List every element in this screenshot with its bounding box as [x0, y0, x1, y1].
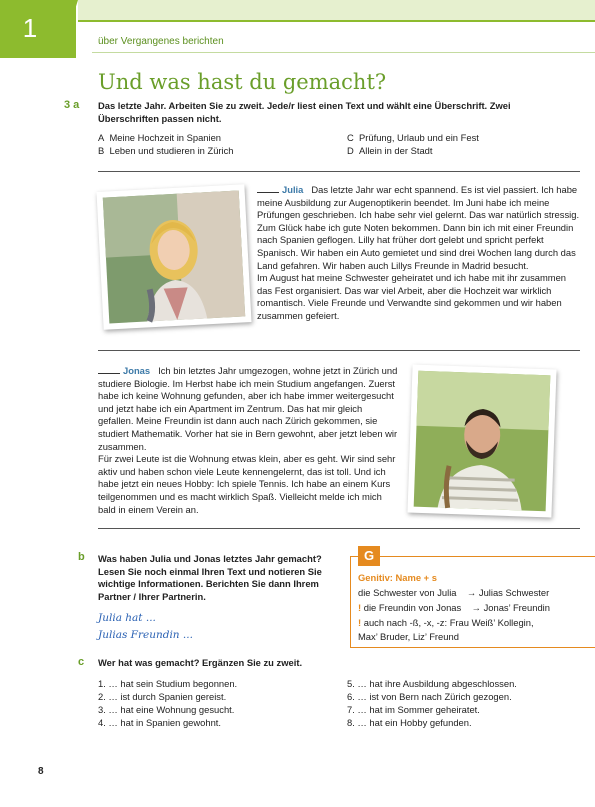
option-a: A Meine Hochzeit in Spanien [98, 132, 222, 143]
page-number: 8 [38, 766, 44, 777]
task-3a-label: 3 a [64, 99, 80, 111]
grammar-line-1: die Schwester von Julia → Julias Schwester [358, 587, 550, 598]
julia-photo [96, 184, 251, 330]
grammar-badge: G [358, 546, 380, 566]
grammar-line-4: Max’ Bruder, Liz’ Freund [358, 631, 459, 642]
header-band [78, 0, 595, 20]
julia-text: Julia Das letzte Jahr war echt spannend. Es ist viel passiert. Ich habe meine Ausbildung zur Augenoptikerin beendet. Im Juni habe ich meine Prüfungen geschrieben. Ich habe sehr viel gelernt. Das war natürlich stressig. Zum Glück habe ich gute Noten bekommen. Dann bin ich mit einer Freundin nach Spanien geflogen. Lilly hat früher dort gelebt und spricht perfekt Spanisch. Wir haben ein Auto gemietet und sind drei Wochen lang durch das Land gefahren. Wir haben auch Lillys Freunde in Madrid besucht. Im August hat meine Schwester geheiratet und ich habe mit ihr zusammen das Fest organisiert. Das war viel Arbeit, aber die Hochzeit war wirklich romantisch. Viele Freunde und Verwandte sind gekommen und wir haben zusammen gefeiert. [257, 184, 580, 321]
heading-blank[interactable] [98, 373, 120, 374]
chapter-tab-notch [60, 0, 78, 58]
grammar-line-2: ! die Freundin von Jonas → Jonas’ Freundin [358, 602, 550, 613]
option-d: D Allein in der Stadt [347, 145, 433, 156]
option-b: B Leben und studieren in Zürich [98, 145, 234, 156]
chapter-number: 1 [22, 13, 38, 43]
jonas-name: Jonas [123, 365, 151, 376]
task-3c-list-left [98, 677, 237, 729]
jonas-photo [407, 365, 556, 518]
task-3b-label: b [78, 551, 85, 563]
list-item: 1. … hat sein Studium begonnen. [98, 678, 238, 689]
section-rule [92, 52, 595, 53]
task-3c-label: c [78, 656, 85, 668]
task-3b-instruction: Was haben Julia und Jonas letztes Jahr gemacht? Lesen Sie noch einmal Ihren Text und notieren Sie wichtige Informationen. Berichten Sie dann Ihrem Partner / Ihrer Partnerin. [98, 553, 322, 602]
example-julias-freundin: Julias Freundin ... [98, 629, 193, 641]
list-item: 6. … ist von Bern nach Zürich gezogen. [347, 691, 512, 702]
section-title: über Vergangenes berichten [98, 36, 224, 47]
list-item: 3. … hat eine Wohnung gesucht. [98, 704, 235, 715]
julia-name: Julia [282, 184, 304, 195]
list-item: 4. … hat in Spanien gewohnt. [98, 717, 222, 728]
jonas-text: Jonas Ich bin letztes Jahr umgezogen, wohne jetzt in Zürich und studiere Biologie. Im Herbst habe ich mein Studium angefangen. Zuerst habe ich keine Wohnung gefunden, aber ich habe immer weitergesucht und jetzt habe ich ein Apartment im Zentrum. Das hat mir gleich gefallen. Meine Freundin ist dann auch nach Zürich gekommen, sie studiert Mathematik. Vorher hat sie in Bern gewohnt, aber jetzt leben wir zusammen. Für zwei Leute ist die Wohnung etwas klein, aber es geht. Wir sind sehr aktiv und haben schon viele Leute kennengelernt, das ist toll. Und ich habe jetzt ein neues Hobby: Ich spiele Tennis. Ich habe an einem Kurs teilgenommen und es macht wirklich Spaß. Vielleicht melde ich mich bald in einem Verein an. [98, 365, 398, 515]
exclamation-icon: ! [358, 602, 362, 613]
divider [98, 350, 580, 351]
grammar-title: Genitiv: Name + s [358, 572, 437, 583]
list-item: 2. … ist durch Spanien gereist. [98, 691, 227, 702]
exclamation-icon: ! [358, 617, 362, 628]
task-3c-list-right [347, 677, 517, 729]
list-item: 8. … hat ein Hobby gefunden. [347, 717, 472, 728]
header-line [78, 20, 595, 22]
task-3a-instruction: Das letzte Jahr. Arbeiten Sie zu zweit. Jede/r liest einen Text und wählt eine Überschrift. Zwei Überschriften passen nicht. [98, 100, 511, 124]
jonas-photo-image [407, 365, 556, 518]
divider [98, 528, 580, 529]
task-3c-instruction: Wer hat was gemacht? Ergänzen Sie zu zweit. [98, 657, 303, 668]
list-item: 7. … hat im Sommer geheiratet. [347, 704, 480, 715]
option-c: C Prüfung, Urlaub und ein Fest [347, 132, 479, 143]
list-item: 5. … hat ihre Ausbildung abgeschlossen. [347, 678, 517, 689]
grammar-line-3: ! auch nach -ß, -x, -z: Frau Weiß’ Kollegin, [358, 617, 534, 628]
heading-blank[interactable] [257, 192, 279, 193]
divider [98, 171, 580, 172]
page-headline: Und was hast du gemacht? [98, 70, 387, 94]
julia-photo-image [96, 184, 251, 330]
example-julia: Julia hat ... [98, 612, 156, 624]
